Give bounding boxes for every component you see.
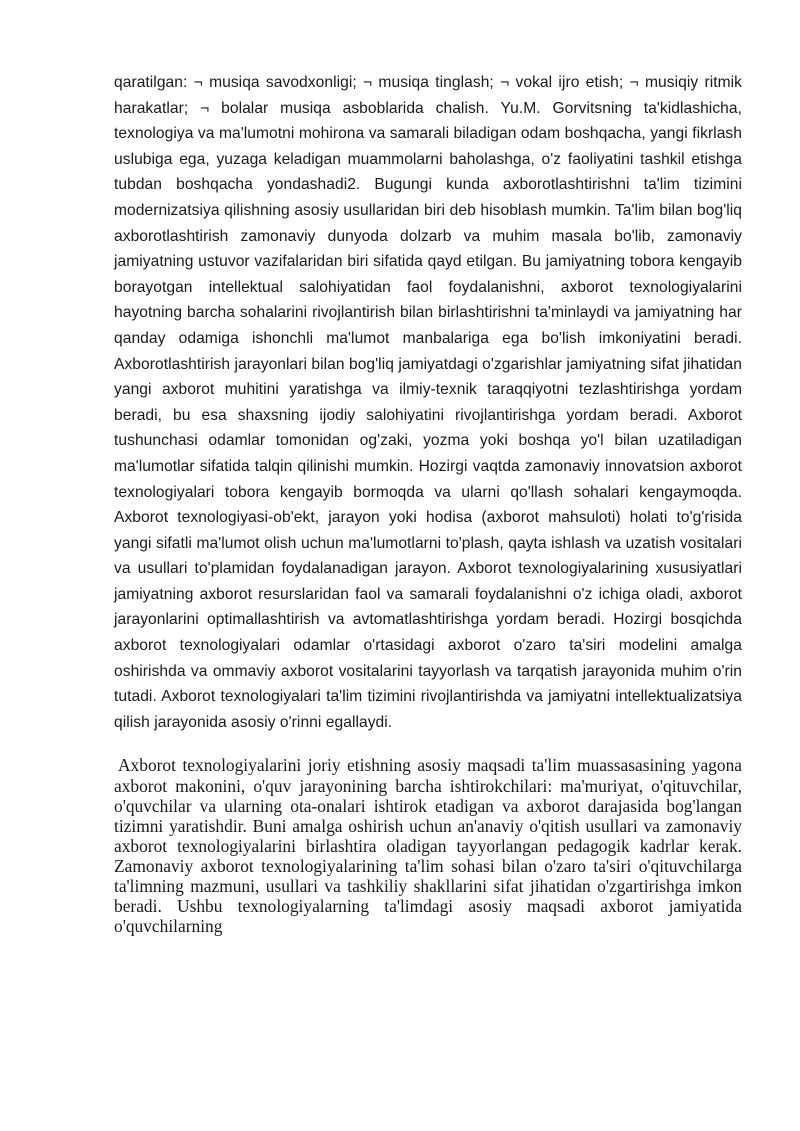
body-paragraph-2: Axborot texnologiyalarini joriy etishning asosiy maqsadi ta'lim muassasasining yagona axborot makonini, o'quv jarayonining barcha ishtirokchilari: ma'muriyat, o'qituvchilar, o'quvchilar va ularning ota-onalari ishtirok etadigan va axborot darajasida bog'langan tizimni yaratishdir. Buni amalga oshirish uchun an'anaviy o'qitish usullari va zamonaviy axborot texnologiyalarini birlashtira oladigan tayyorlangan pedagogik kadrlar kerak. Zamonaviy axborot texnologiyalarining ta'lim sohasi bilan o'zaro ta'siri o'qituvchilarga ta'limning mazmuni, usullari va tashkiliy shakllarini sifat jihatidan o'zgartirishga imkon beradi. Ushbu texnologiyalarning ta'limdagi asosiy maqsadi axborot jamiyatida o'quvchilarning — [114, 755, 742, 937]
document-page — [114, 70, 742, 936]
body-paragraph-1: qaratilgan: ¬ musiqa savodxonligi; ¬ musiqa tinglash; ¬ vokal ijro etish; ¬ musiqiy ritmik harakatlar; ¬ bolalar musiqa asboblarida chalish. Yu.M. Gorvitsning ta'kidlashicha, texnologiya va ma'lumotni mohirona va samarali biladigan odam boshqacha, yangi fikrlash uslubiga ega, yuzaga keladigan muammolarni baholashga, o'z faoliyatini tashkil etishga tubdan boshqacha yondashadi2. Bugungi kunda axborotlashtirishni ta'lim tizimini modernizatsiya qilishning asosiy usullaridan biri deb hisoblash mumkin. Ta'lim bilan bog'liq axborotlashtirish zamonaviy dunyoda dolzarb va muhim masala bo'lib, zamonaviy jamiyatning ustuvor vazifalaridan biri sifatida qayd etilgan. Bu jamiyatning tobora kengayib borayotgan intellektual salohiyatidan faol foydalanishni, axborot texnologiyalarini hayotning barcha sohalarini rivojlantirish bilan birlashtirishni ta'minlaydi va jamiyatning har qanday odamiga ishonchli ma'lumot manbalariga ega bo'lish imkoniyatini beradi. Axborotlashtirish jarayonlari bilan bog'liq jamiyatdagi o'zgarishlar jamiyatning sifat jihatidan yangi axborot muhitini yaratishga va ilmiy-texnik taraqqiyotni tezlashtirishga yordam beradi, bu esa shaxsning ijodiy salohiyatini rivojlantirishga yordam beradi. Axborot tushunchasi odamlar tomonidan og'zaki, yozma yoki boshqa yo'l bilan uzatiladigan ma'lumotlar sifatida talqin qilinishi mumkin. Hozirgi vaqtda zamonaviy innovatsion axborot texnologiyalari tobora kengayib bormoqda va ularni qo'llash sohalari kengaymoqda. Axborot texnologiyasi-ob'ekt, jarayon yoki hodisa (axborot mahsuloti) holati to'g'risida yangi sifatli ma'lumot olish uchun ma'lumotlarni to'plash, qayta ishlash va uzatish vositalari va usullari to'plamidan foydalanadigan jarayon. Axborot texnologiyalarining xususiyatlari jamiyatning axborot resurslaridan faol va samarali foydalanishni o'z ichiga oladi, axborot jarayonlarini optimallashtirish va avtomatlashtirishga yordam beradi. Hozirgi bosqichda axborot texnologiyalari odamlar o'rtasidagi axborot o'zaro ta'siri modelini amalga oshirishda va ommaviy axborot vositalarini tayyorlash va tarqatish jarayonida muhim o'rin tutadi. Axborot texnologiyalari ta'lim tizimini rivojlantirishda va jamiyatni intellektualizatsiya qilish jarayonida asosiy o'rinni egallaydi. — [114, 74, 742, 731]
